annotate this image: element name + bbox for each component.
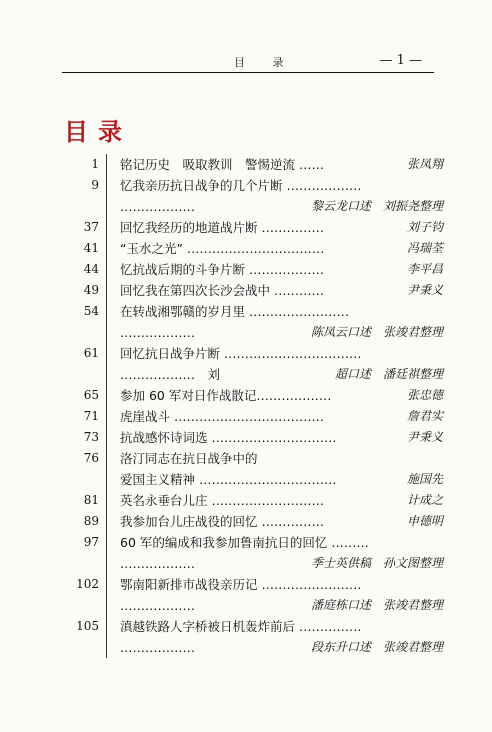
toc-entry bbox=[107, 595, 443, 616]
toc-page-number: 102 bbox=[76, 577, 99, 591]
toc-title: 60 军的编成和我参加鲁南抗日的回忆 ……… bbox=[120, 535, 369, 550]
toc-title: 参加 60 军对日作战散记……………… bbox=[120, 388, 332, 403]
toc-entry bbox=[107, 364, 443, 385]
toc-title: 抗战感怀诗词选 ………………………… bbox=[120, 430, 337, 445]
toc-author: 超口述 潘廷祺整理 bbox=[334, 367, 443, 381]
toc-entry bbox=[83, 532, 443, 553]
toc-author: 季士英供稿 孙文图整理 bbox=[310, 556, 443, 570]
page-number: — 1 — bbox=[379, 53, 422, 68]
toc-title: ……………… 刘 bbox=[120, 367, 221, 382]
running-header-title: 目 录 bbox=[234, 56, 296, 69]
toc-entry bbox=[83, 238, 443, 259]
toc-entry bbox=[83, 343, 443, 364]
toc-title: ……………… bbox=[120, 598, 195, 613]
toc-page-number: 49 bbox=[83, 283, 99, 297]
toc-title: ……………… bbox=[120, 556, 195, 571]
toc-entry bbox=[91, 175, 443, 196]
toc-entry bbox=[76, 616, 443, 637]
toc-page-number: 105 bbox=[76, 619, 99, 633]
toc-title: 在转战湘鄂赣的岁月里 …………………… bbox=[120, 304, 349, 319]
toc-title: 忆我亲历抗日战争的几个片断 ……………… bbox=[120, 178, 362, 193]
toc-title: 回忆抗日战争片断 …………………………… bbox=[120, 346, 362, 361]
toc-entry bbox=[83, 427, 443, 448]
toc-entry bbox=[76, 574, 443, 595]
toc-page-number: 65 bbox=[83, 388, 99, 402]
toc-title: ……………… bbox=[120, 199, 195, 214]
toc-entry bbox=[83, 259, 443, 280]
toc-title: 滇越铁路人字桥被日机轰炸前后 …………… bbox=[120, 619, 362, 634]
toc-title: 爱国主义精神 …………………………… bbox=[120, 472, 337, 487]
toc-page-number: 61 bbox=[83, 346, 99, 360]
toc-page-number: 37 bbox=[83, 220, 99, 234]
toc-title: 回忆我经历的地道战片断 …………… bbox=[120, 220, 324, 235]
toc-author: 尹秉义 bbox=[406, 283, 443, 297]
toc-author: 陈凤云口述 张竣君整理 bbox=[310, 325, 443, 339]
toc-page-number: 97 bbox=[83, 535, 99, 549]
toc-author: 潘庭栋口述 张竣君整理 bbox=[310, 598, 443, 612]
table-of-contents bbox=[76, 154, 443, 658]
toc-author: 张忠德 bbox=[406, 388, 443, 402]
toc-entry bbox=[107, 469, 443, 490]
toc-entry bbox=[107, 196, 443, 217]
toc-author: 黎云龙口述 刘振尧整理 bbox=[310, 199, 443, 213]
page-title: 目录 bbox=[64, 118, 132, 146]
toc-title: 忆抗战后期的斗争片断 ……………… bbox=[120, 262, 324, 277]
toc-title: “玉水之光” …………………………… bbox=[120, 241, 325, 256]
toc-entry bbox=[83, 217, 443, 238]
toc-page-number: 9 bbox=[91, 178, 99, 192]
toc-page-number: 89 bbox=[83, 514, 99, 528]
toc-title: 回忆我在第四次长沙会战中 ………… bbox=[120, 283, 324, 298]
running-header bbox=[62, 52, 434, 73]
toc-title: 洛汀同志在抗日战争中的 bbox=[120, 451, 258, 466]
toc-entry bbox=[107, 553, 443, 574]
toc-author: 张凤翔 bbox=[406, 157, 443, 171]
toc-title: ……………… bbox=[120, 640, 195, 655]
toc-author: 刘子钧 bbox=[406, 220, 443, 234]
toc-title: 我参加台儿庄战役的回忆 …………… bbox=[120, 514, 324, 529]
toc-page-number: 76 bbox=[83, 451, 99, 465]
toc-author: 詹君实 bbox=[406, 409, 443, 423]
toc-entry bbox=[83, 490, 443, 511]
toc-page-number: 41 bbox=[83, 241, 99, 255]
toc-author: 李平昌 bbox=[406, 262, 443, 276]
toc-author: 段东升口述 张竣君整理 bbox=[310, 640, 443, 654]
toc-entry bbox=[83, 511, 443, 532]
toc-page-number: 54 bbox=[83, 304, 99, 318]
toc-author: 冯瑞荃 bbox=[406, 241, 443, 255]
toc-entry bbox=[83, 406, 443, 427]
toc-entry bbox=[91, 154, 443, 175]
toc-entry bbox=[83, 280, 443, 301]
toc-page-number: 71 bbox=[83, 409, 99, 423]
toc-author: 申德明 bbox=[406, 514, 443, 528]
toc-title: 铭记历史 吸取教训 警惕逆流 …… bbox=[120, 157, 324, 172]
toc-entry bbox=[107, 322, 443, 343]
toc-page-number: 81 bbox=[83, 493, 99, 507]
toc-entry bbox=[107, 637, 443, 658]
toc-page-number: 73 bbox=[83, 430, 99, 444]
toc-author: 计成之 bbox=[406, 493, 443, 507]
toc-author: 施国先 bbox=[406, 472, 443, 486]
toc-title: 鄂南阳新排市战役亲历记 …………………… bbox=[120, 577, 362, 592]
toc-author: 尹秉义 bbox=[406, 430, 443, 444]
toc-title: ……………… bbox=[120, 325, 195, 340]
toc-entry bbox=[83, 301, 443, 322]
toc-page-number: 44 bbox=[83, 262, 99, 276]
toc-entry bbox=[83, 385, 443, 406]
toc-page-number: 1 bbox=[91, 157, 99, 171]
toc-title: 虎崖战斗 ……………………………… bbox=[120, 409, 324, 424]
toc-title: 英名永垂台儿庄 ……………………… bbox=[120, 493, 324, 508]
toc-entry bbox=[83, 448, 443, 469]
